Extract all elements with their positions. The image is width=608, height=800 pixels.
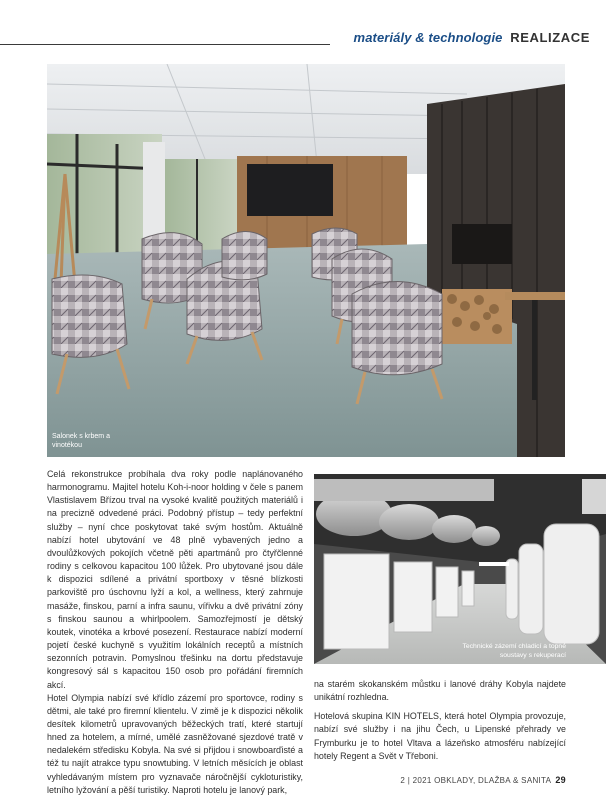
body-paragraph: Celá rekonstrukce probíhala dva roky podle naplánovaného harmonogramu. Majitel hotelu Koh-i-noor holding v čele s panem Vlastislavem Břízou trval na vysoké kvalitě použitých materiálů i na precizně odvedené práci. Podobný přístup – tedy perfektní služby – nyní chce poskytovat také svým hostům. Aktuálně nabízí hotel ubytování ve 48 plně vybavených jedno a dvoulůžkových pokojích včetně pěti apartmánů pro čtyřčlenné rodiny s celkovou kapacitou 100 lůžek. Pro ubytované jsou dále k dispozici sdílené a privátní sportboxy v těsné blízkosti parkoviště pro úschovnu lyží a kol, a wellness, který zahrnuje masáže, finskou, parní a infra saunu, vířivku a dvě privátní zóny s finskou saunou a whirlpoolem. Samozřejmostí je dětský koutek, vinotéka a krbové posezení. Restaurace nabízí moderní pojetí české kuchyně s využitím lokálních receptů a místních sezonních potravin. Pomyslnou třešinku na dortu představuje kongresový sál s kapacitou 150 osob pro pořádání firemních akcí.	[47, 469, 303, 690]
lounge-photo-caption: Salonek s krbem a vinotékou	[52, 433, 110, 449]
subsection-title: REALIZACE	[510, 30, 590, 45]
body-paragraph: na starém skokanském můstku i lanové dráhy Kobyla najdete unikátní rozhledna.	[314, 679, 566, 703]
technical-room-photo	[314, 474, 606, 664]
section-header	[354, 30, 590, 45]
lounge-photo	[47, 64, 565, 457]
issue-label: 2 | 2021 OBKLADY, DLAŽBA & SANITA	[400, 776, 551, 785]
page-number: 29	[555, 775, 566, 785]
article-body-left	[47, 468, 303, 797]
page-footer	[400, 775, 566, 785]
article-body-right	[314, 678, 566, 769]
section-title: materiály & technologie	[353, 30, 503, 45]
body-paragraph: Hotel Olympia nabízí své křídlo zázemí pro sportovce, rodiny s dětmi, ale také pro firemní klientelu. V zimě je k dispozici několik desítek kilometrů upravovaných běžeckých tratí, které startují hned za hotelem, a mírné, umělé zasněžované sjezdové tratě v nedalekém středisku Kobyla. Na své si přijdou i snowboarďisté a též tu najít atrakce typu snowtubing. V letních měsících je oblast vyhledávaným místem pro vyznavače náročnější cykloturistiky, letního lyžování a pěší turistiky. Naproti hotelu je lanový park,	[47, 692, 303, 795]
header-rule	[0, 44, 330, 45]
body-paragraph: Hotelová skupina KIN HOTELS, která hotel Olympia provozuje, nabízí své služby i na jihu Čech, u Lipenské přehrady ve Frymburku je to hotel Vltava a lázeňsko atmosféru nabízející hotely Regent a Svět v Třeboni.	[314, 711, 566, 761]
technical-photo-caption: Technické zázemí chladicí a topné soustavy s rekuperací	[462, 643, 566, 659]
